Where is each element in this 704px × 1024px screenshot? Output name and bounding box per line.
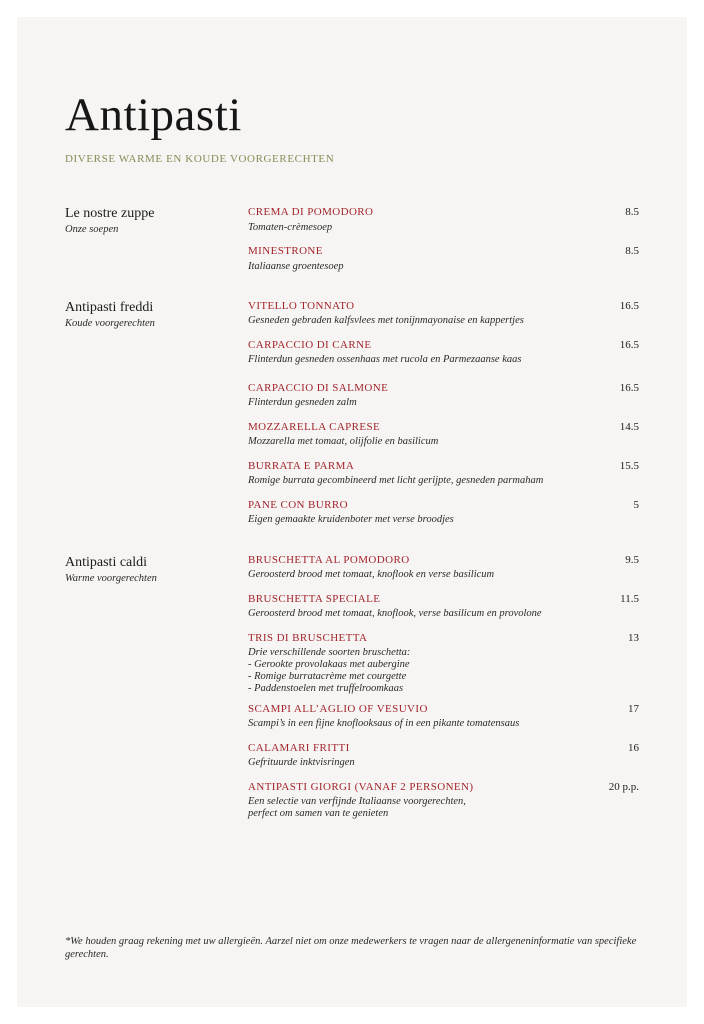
item-name: CREMA DI POMODORO xyxy=(248,206,374,218)
section-subtitle-freddi: Koude voorgerechten xyxy=(65,318,155,329)
item-price: 11.5 xyxy=(620,593,639,605)
item-description: Geroosterd brood met tomaat, knoflook, verse basilicum en provolone xyxy=(248,608,542,619)
page-title: Antipasti xyxy=(65,89,242,141)
item-description: Italiaanse groentesoep xyxy=(248,261,344,272)
allergy-footnote: *We houden graag rekening met uw allergieën. Aarzel niet om onze medewerkers te vragen naar de allergeneninformatie van specifieke gerechten. xyxy=(65,936,637,960)
section-title-caldi: Antipasti caldi xyxy=(65,555,148,570)
item-price: 5 xyxy=(633,499,639,511)
item-name: MOZZARELLA CAPRESE xyxy=(248,421,381,433)
page-subtitle: DIVERSE WARME EN KOUDE VOORGERECHTEN xyxy=(65,153,335,165)
item-description: Scampi’s in een fijne knoflooksaus of in een pikante tomatensaus xyxy=(248,718,520,729)
item-description-line: - Romige burratacrème met courgette xyxy=(248,671,407,682)
item-name: CALAMARI FRITTI xyxy=(248,742,350,754)
item-price: 9.5 xyxy=(625,554,639,566)
item-price: 16 xyxy=(628,742,639,754)
item-price: 15.5 xyxy=(619,460,639,472)
item-price: 8.5 xyxy=(625,206,639,218)
item-name: BRUSCHETTA SPECIALE xyxy=(248,593,381,605)
item-description: Flinterdun gesneden ossenhaas met rucola en Parmezaanse kaas xyxy=(248,354,522,365)
item-description: Gefrituurde inktvisringen xyxy=(248,757,355,768)
item-price: 13 xyxy=(628,632,639,644)
item-name: SCAMPI ALL’AGLIO OF VESUVIO xyxy=(248,703,428,715)
item-name: MINESTRONE xyxy=(248,245,323,257)
item-description: Mozzarella met tomaat, olijfolie en basilicum xyxy=(248,436,439,447)
item-name: BRUSCHETTA AL POMODORO xyxy=(248,554,410,566)
item-price: 14.5 xyxy=(619,421,639,433)
item-description: Geroosterd brood met tomaat, knoflook en verse basilicum xyxy=(248,569,495,580)
item-description: Romige burrata gecombineerd met licht gerijpte, gesneden parmaham xyxy=(248,475,544,486)
item-description-line: - Gerookte provolakaas met aubergine xyxy=(248,659,410,670)
item-price: 16.5 xyxy=(619,382,639,394)
menu-page xyxy=(17,17,687,1007)
item-name: TRIS DI BRUSCHETTA xyxy=(248,632,368,644)
item-name: VITELLO TONNATO xyxy=(248,300,355,312)
item-price: 16.5 xyxy=(619,300,639,312)
section-subtitle-caldi: Warme voorgerechten xyxy=(65,573,157,584)
item-price: 16.5 xyxy=(619,339,639,351)
item-description-line: Drie verschillende soorten bruschetta: xyxy=(248,647,411,658)
item-name: ANTIPASTI GIORGI (VANAF 2 PERSONEN) xyxy=(248,781,474,793)
section-title-zuppe: Le nostre zuppe xyxy=(65,206,155,221)
item-price: 8.5 xyxy=(625,245,639,257)
section-title-freddi: Antipasti freddi xyxy=(65,300,154,315)
item-name: BURRATA E PARMA xyxy=(248,460,355,472)
item-name: CARPACCIO DI SALMONE xyxy=(248,382,389,394)
item-price: 17 xyxy=(628,703,639,715)
item-description: Flinterdun gesneden zalm xyxy=(248,397,357,408)
item-name: CARPACCIO DI CARNE xyxy=(248,339,372,351)
item-description: Eigen gemaakte kruidenboter met verse broodjes xyxy=(248,514,454,525)
item-description-line: perfect om samen van te genieten xyxy=(248,808,389,819)
item-name: PANE CON BURRO xyxy=(248,499,348,511)
item-description: Tomaten-crèmesoep xyxy=(248,222,333,233)
item-description: Gesneden gebraden kalfsvlees met tonijnmayonaise en kappertjes xyxy=(248,315,524,326)
item-description-line: Een selectie van verfijnde Italiaanse voorgerechten, xyxy=(248,796,466,807)
item-price: 20 p.p. xyxy=(608,781,639,793)
item-description-line: - Paddenstoelen met truffelroomkaas xyxy=(248,683,404,694)
section-subtitle-zuppe: Onze soepen xyxy=(65,224,119,235)
